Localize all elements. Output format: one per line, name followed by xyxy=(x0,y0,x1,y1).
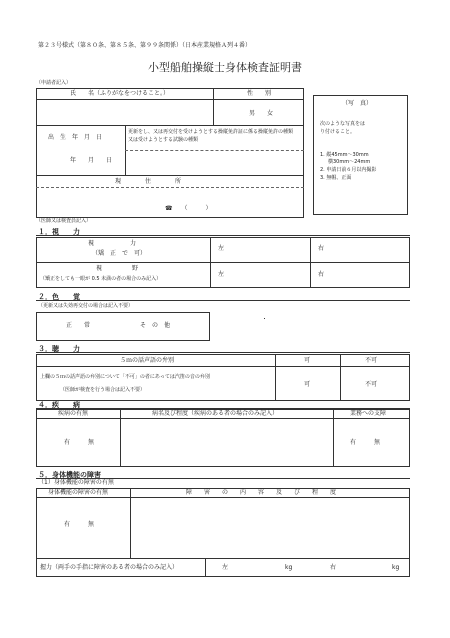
visual-field-label: 視 野 xyxy=(96,265,139,272)
form-number: 第２３号様式（第８０条、第８５条、第９９条関係）（日本産業規格Ａ列４番） xyxy=(38,42,252,49)
disease-impact-yes-no: 有 無 xyxy=(350,439,381,446)
renewal-note-2: 又は受けようとする試験の種類 xyxy=(128,137,199,143)
hearing-row2-ng: 不可 xyxy=(365,381,378,388)
acuity-left-label: 左 xyxy=(218,245,225,252)
grip-label: 握力（両手の手指に障害のある者の場合のみ記入） xyxy=(40,564,179,571)
address-label: 現 住 所 xyxy=(115,178,182,185)
color-heading: ２．色 覚 xyxy=(38,293,80,301)
grip-left-label: 左 xyxy=(222,564,229,571)
color-note: （更新又は失効再交付の場合は記入不要） xyxy=(38,303,134,309)
photo-note-1: 次のような写真をは xyxy=(320,121,366,127)
field-left-label: 左 xyxy=(218,271,225,278)
page-title: 小型船舶操縦士身体検査証明書 xyxy=(148,61,302,74)
applicant-section-label: （申請者記入） xyxy=(36,80,72,86)
physical-heading: ５．身体機能の障害 xyxy=(38,471,101,479)
physical-col1: 身体機能の障害の有無 xyxy=(48,489,109,496)
examiner-label: （医師又は検査員記入） xyxy=(36,218,92,224)
color-normal: 正 常 xyxy=(66,322,91,329)
photo-spec-3: 3. 無帽、正面 xyxy=(320,175,352,181)
acuity-right-label: 右 xyxy=(318,245,325,252)
visual-acuity-sub: （矯 正 で 可） xyxy=(92,250,147,257)
sex-label: 性 別 xyxy=(247,90,272,97)
photo-title: （写 真） xyxy=(342,100,373,107)
hearing-row1-ok: 可 xyxy=(304,357,311,364)
phone-field: ☎ （ ） xyxy=(165,205,212,212)
visual-field-sub: （矯正をしても一眼が 0.5 未満の者の場合のみ記入） xyxy=(40,276,162,282)
vision-heading: １．視 力 xyxy=(38,228,80,236)
photo-spec-1: 1. 縦45mm～30mm xyxy=(320,152,369,158)
renewal-note: 更新をし、又は再交付を受けようとする操縦免許証に係る操縦免許の種類 xyxy=(128,129,294,135)
hearing-heading: ３．聴 力 xyxy=(38,345,80,353)
disease-col1: 疾病の有無 xyxy=(58,410,89,417)
color-other: そ の 他 xyxy=(140,322,171,329)
color-table xyxy=(36,312,210,341)
field-right-label: 右 xyxy=(318,271,325,278)
name-label: 氏 名（ふりがなをつけること。） xyxy=(70,90,170,97)
grip-left-unit: kg xyxy=(285,564,293,571)
hearing-row1-label: ５ｍの話声語の弁別 xyxy=(120,357,175,364)
grip-right-unit: kg xyxy=(392,564,400,571)
physical-yes-no: 有 無 xyxy=(64,521,95,528)
visual-acuity-label: 視 力 xyxy=(88,240,137,247)
disease-heading: ４．疾 病 xyxy=(38,401,80,409)
disease-col2: 病名及び程度（疾病のある者の場合のみ記入） xyxy=(152,410,279,417)
photo-spec-1b: 横30mm～24mm xyxy=(328,159,371,165)
hearing-row2-ok: 可 xyxy=(304,381,311,388)
disease-yes-no: 有 無 xyxy=(64,439,95,446)
hearing-row1-ng: 不可 xyxy=(365,357,378,364)
photo-spec-2: 2. 申請日前６月以内撮影 xyxy=(320,167,377,173)
grip-right-label: 右 xyxy=(330,564,337,571)
hearing-row2-sub: （医師が検査を行う場合は記入不要） xyxy=(60,387,146,393)
dob-label: 出 生 年 月 日 xyxy=(48,134,103,141)
applicant-table xyxy=(36,88,304,218)
stray-mark xyxy=(264,318,265,319)
sex-options: 男 女 xyxy=(249,110,274,117)
dob-value-placeholder: 年 月 日 xyxy=(70,157,113,164)
disease-col3: 業務への支障 xyxy=(350,410,387,417)
physical-sub: （1）身体機能の障害の有無 xyxy=(38,479,114,486)
hearing-row2-label: 上欄の５ｍの話声語の弁別について「不可」の者にあっては汽笛の音の弁別 xyxy=(40,374,210,380)
physical-col2: 障 害 の 内 容 及 び 程 度 xyxy=(186,489,337,496)
photo-note-2: り付けること。 xyxy=(320,129,356,135)
